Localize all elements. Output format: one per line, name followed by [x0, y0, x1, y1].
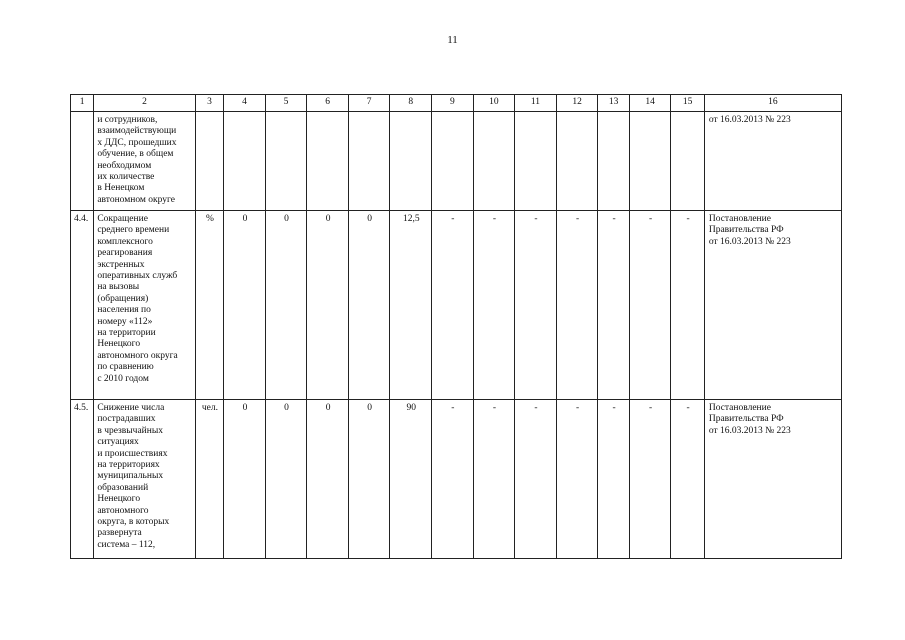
- value-cell: [224, 112, 266, 211]
- header-cell: 12: [556, 95, 598, 112]
- header-cell: 14: [629, 95, 671, 112]
- header-cell: 9: [432, 95, 474, 112]
- value-cell: [473, 112, 515, 211]
- value-cell: -: [629, 211, 671, 400]
- value-cell: 12,5: [390, 211, 432, 400]
- header-cell: 5: [265, 95, 307, 112]
- header-cell: 10: [473, 95, 515, 112]
- value-cell: [265, 112, 307, 211]
- value-cell: [515, 112, 557, 211]
- value-cell: -: [671, 400, 704, 559]
- table-row: [71, 112, 842, 211]
- document-reference-cell: Постановление Правительства РФ от 16.03.2013 № 223: [704, 400, 841, 559]
- indicator-table: [70, 94, 842, 559]
- value-cell: 0: [348, 211, 390, 400]
- value-cell: -: [671, 211, 704, 400]
- value-cell: [671, 112, 704, 211]
- row-number-cell: 4.5.: [71, 400, 94, 559]
- value-cell: -: [629, 400, 671, 559]
- value-cell: 0: [265, 400, 307, 559]
- value-cell: 0: [348, 400, 390, 559]
- header-cell: 4: [224, 95, 266, 112]
- header-cell: 8: [390, 95, 432, 112]
- value-cell: -: [432, 400, 474, 559]
- header-cell: 6: [307, 95, 349, 112]
- indicator-name-cell: и сотрудников, взаимодействующи х ДДС, прошедших обучение, в общем необходимом их количестве в Ненецком автономном округе: [94, 112, 195, 211]
- row-number-cell: 4.4.: [71, 211, 94, 400]
- header-cell: 13: [598, 95, 629, 112]
- header-cell: 7: [348, 95, 390, 112]
- value-cell: 0: [265, 211, 307, 400]
- value-cell: 0: [224, 400, 266, 559]
- value-cell: [598, 112, 629, 211]
- header-cell: 15: [671, 95, 704, 112]
- value-cell: -: [515, 400, 557, 559]
- indicator-name-cell: Снижение числа пострадавших в чрезвычайных ситуациях и происшествиях на территориях муниципальных образований Ненецкого автономного округа, в которых развернута система – 112,: [94, 400, 195, 559]
- value-cell: 0: [307, 211, 349, 400]
- value-cell: -: [473, 211, 515, 400]
- header-cell: 3: [195, 95, 223, 112]
- table-row: [71, 400, 842, 559]
- value-cell: [307, 112, 349, 211]
- value-cell: 0: [307, 400, 349, 559]
- value-cell: -: [515, 211, 557, 400]
- unit-cell: [195, 112, 223, 211]
- indicator-name-cell: Сокращение среднего времени комплексного реагирования экстренных оперативных служб на вызовы (обращения) населения по номеру «112» на территории Ненецкого автономного округа по сравнению с 2010 годом: [94, 211, 195, 400]
- value-cell: [556, 112, 598, 211]
- header-cell: 11: [515, 95, 557, 112]
- value-cell: 0: [224, 211, 266, 400]
- value-cell: [348, 112, 390, 211]
- unit-cell: чел.: [195, 400, 223, 559]
- header-cell: 1: [71, 95, 94, 112]
- value-cell: -: [556, 400, 598, 559]
- row-number-cell: [71, 112, 94, 211]
- document-reference-cell: от 16.03.2013 № 223: [704, 112, 841, 211]
- header-row: [71, 95, 842, 112]
- document-reference-cell: Постановление Правительства РФ от 16.03.2013 № 223: [704, 211, 841, 400]
- unit-cell: %: [195, 211, 223, 400]
- value-cell: -: [598, 211, 629, 400]
- header-cell: 2: [94, 95, 195, 112]
- value-cell: [390, 112, 432, 211]
- value-cell: -: [432, 211, 474, 400]
- value-cell: -: [473, 400, 515, 559]
- value-cell: 90: [390, 400, 432, 559]
- value-cell: -: [556, 211, 598, 400]
- value-cell: [629, 112, 671, 211]
- table-row: [71, 211, 842, 400]
- page-number: 11: [447, 34, 458, 46]
- value-cell: -: [598, 400, 629, 559]
- header-cell: 16: [704, 95, 841, 112]
- value-cell: [432, 112, 474, 211]
